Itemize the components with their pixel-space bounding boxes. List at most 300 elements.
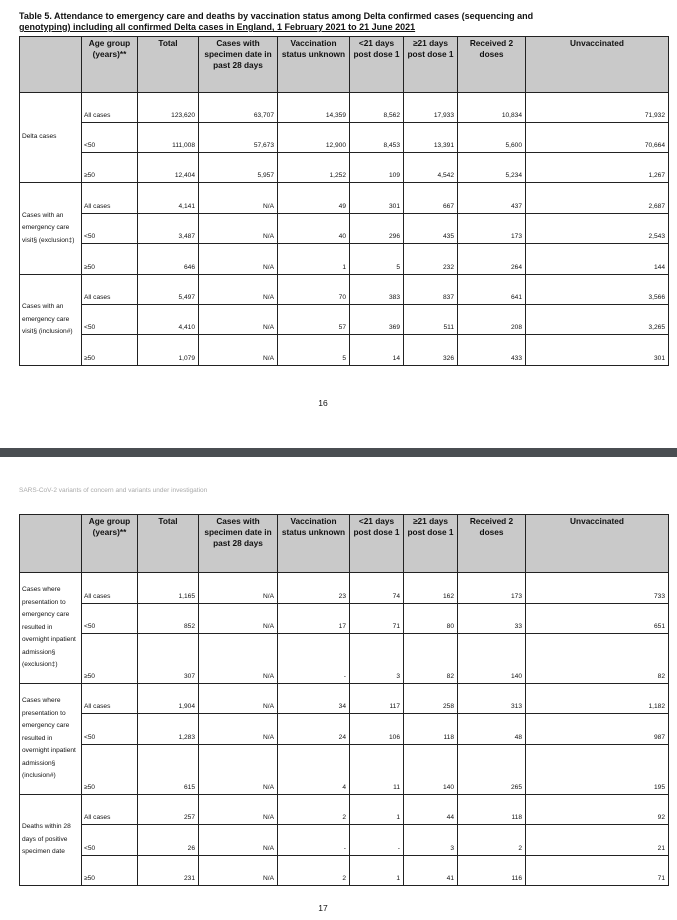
table-cell <box>198 213 278 244</box>
table-cell-text: 173 <box>510 593 522 600</box>
row-group-label-text: Cases with an emergency care visit§ (exclusion‡) <box>22 211 75 244</box>
age-group-cell <box>81 92 138 123</box>
table-cell <box>277 304 350 335</box>
table-cell <box>137 213 199 244</box>
column-header <box>198 36 278 93</box>
table-cell-text: - <box>343 845 346 852</box>
table-cell-text: 111,008 <box>172 142 195 149</box>
table-cell-text: 313 <box>510 703 522 710</box>
table-cell-text: 5,234 <box>505 172 522 179</box>
table-cell <box>198 794 278 825</box>
column-header <box>457 36 526 93</box>
column-header <box>277 36 350 93</box>
table-cell <box>457 683 526 714</box>
table-cell-text: 26 <box>187 845 195 852</box>
table-cell-text: 74 <box>392 593 400 600</box>
age-group-cell-text: ≥50 <box>84 172 95 179</box>
age-group-cell <box>81 713 138 745</box>
table-cell <box>198 152 278 183</box>
table-cell-text: 82 <box>446 673 454 680</box>
table-cell <box>137 824 199 856</box>
row-group-label-text: Cases where presentation to emergency care resulted in overnight inpatient admission§ (inclusion#) <box>22 697 76 780</box>
table-cell <box>525 824 669 856</box>
table-cell <box>457 182 526 214</box>
column-header <box>403 36 458 93</box>
column-header <box>19 36 82 93</box>
table-cell <box>349 243 404 275</box>
table-cell <box>525 182 669 214</box>
table-cell <box>403 334 458 366</box>
table-cell <box>277 182 350 214</box>
age-group-cell-text: <50 <box>84 324 96 331</box>
table-cell <box>457 334 526 366</box>
column-header-text: Age group (years)** <box>88 516 131 537</box>
table-cell-text: 10,834 <box>501 112 522 119</box>
age-group-cell-text: ≥50 <box>84 264 95 271</box>
table-cell <box>403 572 458 604</box>
column-header <box>137 36 199 93</box>
table-cell <box>525 334 669 366</box>
age-group-cell-text: All cases <box>84 593 111 600</box>
table-cell <box>403 633 458 684</box>
table-cell <box>457 855 526 886</box>
table-cell-text: 4,410 <box>178 324 195 331</box>
table-cell-text: 3 <box>450 845 454 852</box>
table-cell-text: 23 <box>338 593 346 600</box>
table-cell-text: N/A <box>263 203 274 210</box>
age-group-cell <box>81 744 138 795</box>
column-header-text: Unvaccinated <box>570 38 624 48</box>
table-cell-text: 17,933 <box>433 112 454 119</box>
column-header-text: ≥21 days post dose 1 <box>407 516 454 537</box>
table-cell <box>403 794 458 825</box>
table-cell-text: N/A <box>263 355 274 362</box>
table-cell-text: 435 <box>442 233 454 240</box>
age-group-cell-text: All cases <box>84 703 111 710</box>
table-cell <box>403 274 458 305</box>
table-cell-text: 17 <box>338 623 346 630</box>
row-group-label-text: Cases with an emergency care visit§ (inclusion#) <box>22 303 73 336</box>
table-cell-text: 63,707 <box>253 112 274 119</box>
table-cell-text: 296 <box>388 233 400 240</box>
table-cell <box>403 683 458 714</box>
table-cell <box>403 304 458 335</box>
table-cell-text: 1,283 <box>178 734 195 741</box>
table-cell <box>457 824 526 856</box>
table-cell-text: 852 <box>183 623 195 630</box>
table-cell-text: 14,359 <box>325 112 346 119</box>
table-cell-text: 140 <box>510 673 522 680</box>
table-cell-text: 82 <box>657 673 665 680</box>
table-cell <box>525 572 669 604</box>
table-cell <box>198 304 278 335</box>
row-group-label <box>19 572 82 684</box>
column-header <box>81 36 138 93</box>
table-cell <box>137 713 199 745</box>
table-cell <box>403 92 458 123</box>
table-cell-text: 140 <box>442 784 454 791</box>
table-cell <box>137 855 199 886</box>
running-header: SARS-CoV-2 variants of concern and variants under investigation <box>19 487 208 494</box>
table-cell <box>277 683 350 714</box>
age-group-cell <box>81 152 138 183</box>
table-cell-text: 48 <box>514 734 522 741</box>
age-group-cell <box>81 603 138 634</box>
table-cell-text: N/A <box>263 673 274 680</box>
age-group-cell <box>81 824 138 856</box>
table-cell-text: 8,562 <box>383 112 400 119</box>
table-cell-text: 44 <box>446 814 454 821</box>
table-cell-text: 5,957 <box>257 172 274 179</box>
table-cell <box>457 213 526 244</box>
table-cell-text: 641 <box>510 294 522 301</box>
table-cell-text: 1,252 <box>329 172 346 179</box>
column-header-text: <21 days post dose 1 <box>353 516 400 537</box>
table-cell <box>349 182 404 214</box>
table-cell <box>198 572 278 604</box>
column-header-text: Received 2 doses <box>469 38 514 59</box>
age-group-cell <box>81 855 138 886</box>
table-cell-text: 987 <box>653 734 665 741</box>
age-group-cell <box>81 683 138 714</box>
table-cell <box>403 182 458 214</box>
table-cell <box>457 572 526 604</box>
table-cell <box>198 855 278 886</box>
table-cell <box>525 274 669 305</box>
table-cell-text: N/A <box>263 875 274 882</box>
table-cell-text: 265 <box>510 784 522 791</box>
table-cell-text: 118 <box>511 814 522 821</box>
table-cell <box>277 243 350 275</box>
age-group-cell <box>81 122 138 153</box>
table-cell-text: 301 <box>388 203 400 210</box>
table-cell-text: 24 <box>338 734 346 741</box>
table-cell-text: N/A <box>263 784 274 791</box>
table-cell <box>349 824 404 856</box>
table-cell <box>349 855 404 886</box>
column-header <box>457 514 526 573</box>
table-cell-text: 11 <box>393 784 400 791</box>
table-cell-text: 301 <box>653 355 665 362</box>
table-cell <box>457 304 526 335</box>
table-cell <box>137 572 199 604</box>
column-header-text: Cases with specimen date in past 28 days <box>204 516 272 548</box>
table-cell <box>277 213 350 244</box>
table-cell <box>457 744 526 795</box>
table-cell <box>277 572 350 604</box>
table-cell-text: 264 <box>510 264 522 271</box>
table-cell <box>277 794 350 825</box>
table-cell <box>403 713 458 745</box>
table-cell <box>349 274 404 305</box>
table-cell <box>349 122 404 153</box>
age-group-cell-text: ≥50 <box>84 355 95 362</box>
table-cell <box>198 824 278 856</box>
age-group-cell <box>81 182 138 214</box>
table-cell <box>525 713 669 745</box>
age-group-cell-text: ≥50 <box>84 784 95 791</box>
table-cell-text: 195 <box>653 784 665 791</box>
age-group-cell <box>81 572 138 604</box>
table-cell-text: 80 <box>446 623 454 630</box>
table-cell-text: 116 <box>511 875 522 882</box>
table-cell <box>198 603 278 634</box>
table-cell-text: 1,182 <box>648 703 665 710</box>
table-cell-text: - <box>397 845 400 852</box>
table-cell-text: 21 <box>657 845 665 852</box>
table-cell <box>277 744 350 795</box>
table-cell-text: 231 <box>183 875 195 882</box>
row-group-label-text: Delta cases <box>22 133 57 141</box>
table-cell-text: 2 <box>342 814 346 821</box>
table-cell <box>349 572 404 604</box>
age-group-cell-text: ≥50 <box>84 875 95 882</box>
page-number-17: 17 <box>318 903 328 913</box>
table-cell <box>349 304 404 335</box>
age-group-cell <box>81 304 138 335</box>
table-cell-text: 2 <box>518 845 522 852</box>
table-cell <box>277 824 350 856</box>
age-group-cell-text: <50 <box>84 623 96 630</box>
table-cell <box>403 122 458 153</box>
table-cell-text: 2 <box>342 875 346 882</box>
age-group-cell <box>81 794 138 825</box>
table-cell <box>137 243 199 275</box>
table-cell-text: 615 <box>183 784 195 791</box>
table-cell <box>525 152 669 183</box>
table-cell-text: 511 <box>443 324 454 331</box>
table-cell <box>198 334 278 366</box>
table-cell-text: 5 <box>342 355 346 362</box>
table-cell <box>349 633 404 684</box>
table-cell-text: 437 <box>510 203 522 210</box>
table-cell <box>457 633 526 684</box>
table-cell <box>349 794 404 825</box>
table-cell-text: 41 <box>446 875 454 882</box>
column-header <box>137 514 199 573</box>
table-cell <box>349 213 404 244</box>
table-cell-text: 49 <box>338 203 346 210</box>
table-cell-text: N/A <box>263 623 274 630</box>
age-group-cell-text: <50 <box>84 142 96 149</box>
table-cell <box>349 683 404 714</box>
table-cell <box>137 304 199 335</box>
table-cell <box>349 92 404 123</box>
table-cell <box>277 92 350 123</box>
age-group-cell-text: <50 <box>84 233 96 240</box>
table-cell-text: 2,543 <box>648 233 665 240</box>
column-header <box>525 36 669 93</box>
table-cell <box>277 855 350 886</box>
table-cell <box>277 334 350 366</box>
table-title <box>19 11 669 33</box>
table-cell <box>403 603 458 634</box>
table-cell-text: 667 <box>442 203 454 210</box>
table-cell-text: 8,453 <box>383 142 400 149</box>
table-cell-text: 40 <box>338 233 346 240</box>
table-cell-text: N/A <box>263 233 274 240</box>
column-header <box>403 514 458 573</box>
table-cell-text: 92 <box>657 814 665 821</box>
table-cell <box>525 243 669 275</box>
table-cell <box>525 855 669 886</box>
table-cell-text: 4 <box>342 784 346 791</box>
table-cell-text: 70 <box>338 294 346 301</box>
table-cell-text: 4,542 <box>437 172 454 179</box>
table-cell-text: N/A <box>263 814 274 821</box>
column-header-text: Cases with specimen date in past 28 days <box>204 38 272 70</box>
table-cell <box>137 92 199 123</box>
table-cell <box>137 683 199 714</box>
table-cell-text: 2,687 <box>648 203 665 210</box>
table-cell-text: 4,141 <box>178 203 195 210</box>
age-group-cell-text: All cases <box>84 294 111 301</box>
column-header <box>81 514 138 573</box>
table-cell-text: 71 <box>392 623 400 630</box>
table-cell <box>137 334 199 366</box>
table-cell-text: 14 <box>392 355 400 362</box>
table-cell <box>403 824 458 856</box>
table-cell-text: 117 <box>389 703 400 710</box>
column-header <box>525 514 669 573</box>
table-cell <box>457 122 526 153</box>
age-group-cell-text: All cases <box>84 112 111 119</box>
table-cell-text: 144 <box>653 264 665 271</box>
table-cell <box>198 274 278 305</box>
table-cell <box>137 744 199 795</box>
column-header <box>349 36 404 93</box>
table-cell <box>349 603 404 634</box>
table-cell-text: 1,079 <box>178 355 195 362</box>
table-cell-text: 12,900 <box>325 142 346 149</box>
table-cell-text: 12,404 <box>174 172 195 179</box>
table-title-line-1: Table 5. Attendance to emergency care and deaths by vaccination status among Delta confirmed cases (sequencing and <box>19 11 534 21</box>
page-separator <box>0 448 677 457</box>
column-header <box>198 514 278 573</box>
table-cell <box>457 794 526 825</box>
table-cell-text: 1 <box>342 264 346 271</box>
age-group-cell <box>81 633 138 684</box>
table-cell <box>403 855 458 886</box>
table-cell <box>198 633 278 684</box>
table-cell-text: 71,932 <box>644 112 665 119</box>
table-cell <box>525 633 669 684</box>
age-group-cell-text: <50 <box>84 845 96 852</box>
row-group-label <box>19 794 82 886</box>
table-cell-text: 1,904 <box>178 703 195 710</box>
table-cell-text: 71 <box>657 875 665 882</box>
table-cell-text: 33 <box>514 623 522 630</box>
column-header-text: Vaccination status unknown <box>281 516 346 537</box>
table-cell-text: 433 <box>510 355 522 362</box>
table-cell <box>349 152 404 183</box>
table-cell <box>137 152 199 183</box>
table-cell <box>137 603 199 634</box>
table-cell-text: N/A <box>263 734 274 741</box>
row-group-label-text: Deaths within 28 days of positive specimen date <box>22 823 71 856</box>
table-cell <box>403 744 458 795</box>
table-cell-text: 1,165 <box>178 593 195 600</box>
table-cell-text: 1,267 <box>648 172 665 179</box>
table-cell <box>137 633 199 684</box>
table-cell-text: 5,600 <box>505 142 522 149</box>
table-cell-text: 70,664 <box>644 142 665 149</box>
table-cell <box>525 122 669 153</box>
table-cell-text: 837 <box>442 294 454 301</box>
table-cell-text: 118 <box>443 734 454 741</box>
table-cell-text: 5 <box>396 264 400 271</box>
table-cell-text: 307 <box>183 673 195 680</box>
table-cell <box>349 713 404 745</box>
table-cell-text: N/A <box>263 703 274 710</box>
table-cell-text: 34 <box>338 703 346 710</box>
table-cell <box>457 274 526 305</box>
table-cell-text: 57 <box>338 324 346 331</box>
table-cell-text: 162 <box>442 593 454 600</box>
table-cell-text: 326 <box>442 355 454 362</box>
table-cell <box>198 122 278 153</box>
age-group-cell <box>81 274 138 305</box>
table-cell-text: 733 <box>653 593 665 600</box>
table-cell <box>403 152 458 183</box>
table-cell-text: 208 <box>510 324 522 331</box>
column-header-text: ≥21 days post dose 1 <box>407 38 454 59</box>
table-cell-text: N/A <box>263 845 274 852</box>
table-cell <box>457 603 526 634</box>
table-cell <box>277 274 350 305</box>
table-cell-text: 369 <box>388 324 400 331</box>
table-cell-text: - <box>343 673 346 680</box>
table-cell-text: 13,391 <box>433 142 454 149</box>
table-cell <box>349 334 404 366</box>
table-cell <box>198 683 278 714</box>
column-header-text: Vaccination status unknown <box>281 38 346 59</box>
table-cell <box>277 713 350 745</box>
table-cell <box>198 182 278 214</box>
table-cell <box>525 603 669 634</box>
table-cell-text: 123,620 <box>171 112 195 119</box>
table-cell <box>198 243 278 275</box>
table-cell <box>525 304 669 335</box>
table-cell-text: 383 <box>388 294 400 301</box>
table-cell-text: 232 <box>442 264 454 271</box>
table-cell-text: 257 <box>183 814 195 821</box>
table-cell <box>525 683 669 714</box>
table-cell <box>137 274 199 305</box>
table-cell-text: 1 <box>396 814 400 821</box>
table-cell <box>277 633 350 684</box>
column-header <box>349 514 404 573</box>
column-header-text: Age group (years)** <box>88 38 131 59</box>
table-cell <box>277 603 350 634</box>
table-cell-text: 109 <box>388 172 400 179</box>
table-cell <box>277 122 350 153</box>
table-cell <box>525 213 669 244</box>
table-cell-text: 3 <box>396 673 400 680</box>
table-cell-text: 3,487 <box>178 233 195 240</box>
table-cell <box>457 713 526 745</box>
column-header <box>19 514 82 573</box>
column-header-text: Total <box>158 516 178 526</box>
row-group-label <box>19 182 82 275</box>
table-cell <box>277 152 350 183</box>
table-cell-text: 57,673 <box>253 142 274 149</box>
table-cell-text: 5,497 <box>178 294 195 301</box>
table-cell-text: 173 <box>510 233 522 240</box>
table-cell-text: N/A <box>263 294 274 301</box>
age-group-cell-text: All cases <box>84 203 111 210</box>
table-cell <box>198 713 278 745</box>
